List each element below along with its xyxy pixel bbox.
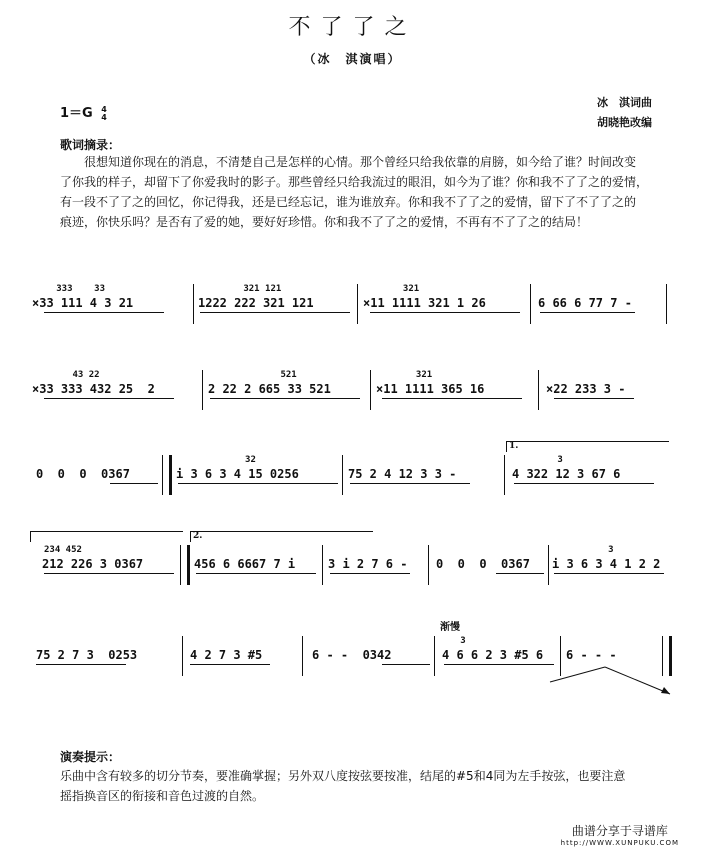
measure: 0 0 0 0367	[436, 557, 530, 571]
repeat-bar	[162, 455, 172, 495]
measure: 4 2 7 3 #5	[190, 648, 263, 662]
repeat-end-bar	[180, 545, 190, 585]
staff-upper-notes: 3	[514, 455, 563, 465]
notation-staff-1	[30, 284, 670, 324]
lyrics-paragraph	[60, 152, 670, 232]
beam-line	[178, 483, 338, 484]
notation-staff-2	[30, 370, 670, 410]
staff-upper-notes: 3	[444, 636, 466, 646]
beam-line	[540, 312, 635, 313]
staff-upper-notes: 521	[210, 370, 297, 380]
staff-upper-notes: 32	[180, 455, 256, 465]
bar-line	[530, 284, 531, 324]
beam-line	[44, 312, 164, 313]
beam-line	[382, 398, 522, 399]
measure: 2 22 2 665 33 521	[208, 382, 331, 396]
bar-line	[548, 545, 549, 585]
staff-upper-notes: 321	[378, 370, 433, 380]
beam-line	[382, 664, 430, 665]
beam-line	[44, 573, 174, 574]
bar-line	[342, 455, 343, 495]
notation-staff-5	[30, 622, 670, 676]
measure: 0 0 0 0367	[36, 467, 130, 481]
measure: 212 226 3 0367	[42, 557, 144, 571]
performance-notes	[60, 766, 670, 806]
performance-heading: 演奏提示：	[60, 750, 121, 764]
measure: 75 2 4 12 3 3 -	[348, 467, 457, 481]
bar-line	[666, 284, 667, 324]
lyrics-line: 有一段不了了之的回忆，你记得我，还是已经忘记，谁为谁放弃。你和我不了了之的爱情，留下了不了了之的	[60, 195, 637, 209]
bar-line	[370, 370, 371, 410]
measure: i 3 6 3 4 15 0256	[176, 467, 299, 481]
staff-upper-notes: 3	[554, 545, 614, 555]
site-watermark	[561, 822, 679, 847]
staff-upper-notes: 43 22	[40, 370, 100, 380]
volta-line	[30, 531, 183, 542]
measure: i 3 6 3 4 1 2 2	[552, 557, 661, 571]
volta-bracket-1: 1.	[506, 441, 669, 452]
beam-line	[554, 398, 634, 399]
bar-line	[182, 636, 183, 676]
notation-staff-4	[30, 531, 670, 585]
beam-line	[514, 483, 654, 484]
beam-line	[554, 573, 664, 574]
measure: ×11 1111 365 16	[376, 382, 485, 396]
bar-line	[504, 455, 505, 495]
beam-line	[110, 483, 158, 484]
beam-line	[44, 398, 174, 399]
beam-line	[350, 483, 470, 484]
lyrics-line: 很想知道你现在的消息，不清楚自己是怎样的心情。那个曾经只给我依靠的肩膀，如今给了谁？时间改变	[84, 155, 637, 169]
bar-line	[357, 284, 358, 324]
bar-line	[302, 636, 303, 676]
staff-upper-notes: 333 33	[40, 284, 106, 294]
measure: 75 2 7 3 0253	[36, 648, 138, 662]
composer-credit: 冰 淇词曲	[597, 96, 652, 109]
beam-line	[200, 312, 350, 313]
beam-line	[196, 573, 316, 574]
performer-subtitle: （冰 淇演唱）	[303, 52, 402, 66]
lyrics-heading: 歌词摘录：	[60, 138, 121, 152]
lyrics-line: 痕迹，你快乐吗？是否有了爱的她，要好好珍惜。你和我不了了之的爱情，不再有不了了之的结局！	[60, 215, 589, 229]
measure: ×33 333 432 25 2	[32, 382, 155, 396]
bar-line	[434, 636, 435, 676]
time-sig-bottom: 4	[101, 112, 107, 122]
measure: 1222 222 321 121	[198, 296, 314, 310]
measure: 3 i 2 7 6 -	[328, 557, 408, 571]
notation-staff-3	[30, 441, 670, 495]
bar-line	[538, 370, 539, 410]
measure: 4 6 6 2 3 #5 6	[442, 648, 544, 662]
measure: ×11 1111 321 1 26	[363, 296, 486, 310]
performance-line: 乐曲中含有较多的切分节奏，要准确掌握；另外双八度按弦要按准，结尾的#5和4同为左手按弦，也要注意	[60, 769, 626, 783]
bar-line	[202, 370, 203, 410]
bar-line	[428, 545, 429, 585]
arranger-credit: 胡晓艳改编	[597, 116, 652, 129]
time-sig-top: 4	[101, 104, 107, 114]
key-label: 1＝G	[60, 106, 93, 121]
beam-line	[444, 664, 554, 665]
beam-line	[370, 312, 520, 313]
beam-line	[330, 573, 410, 574]
measure: 6 66 6 77 7 -	[538, 296, 632, 310]
site-url: http://WWW.XUNPUKU.COM	[560, 839, 679, 847]
staff-upper-notes: 321	[365, 284, 420, 294]
performance-line: 摇指换音区的衔接和音色过渡的自然。	[60, 789, 265, 803]
measure: ×33 111 4 3 21	[32, 296, 134, 310]
time-signature	[101, 106, 107, 122]
key-signature	[60, 102, 107, 122]
bar-line	[193, 284, 194, 324]
measure: 456 6 6667 7 i	[194, 557, 296, 571]
volta-bracket-2: 2.	[190, 531, 373, 542]
staff-upper-notes: 234 452	[44, 545, 82, 555]
glissando-arrow-icon	[545, 662, 675, 702]
beam-line	[36, 664, 126, 665]
song-title: 不了了之	[288, 15, 417, 40]
staff-upper-notes: 321 121	[200, 284, 282, 294]
beam-line	[210, 398, 360, 399]
beam-line	[496, 573, 544, 574]
measure: 6 - - 0342	[312, 648, 392, 662]
measure: 6 - - -	[566, 648, 617, 662]
lyrics-line: 了你我的样子，却留下了你爱我时的影子。那些曾经只给我流过的眼泪，如今为了谁？你和我不了了之的爱情，	[60, 175, 649, 189]
tempo-mark: 渐慢	[440, 622, 460, 633]
site-name: 曲谱分享于寻谱库	[571, 824, 668, 838]
beam-line	[190, 664, 270, 665]
measure: 4 322 12 3 67 6	[512, 467, 621, 481]
measure: ×22 233 3 -	[546, 382, 626, 396]
bar-line	[322, 545, 323, 585]
